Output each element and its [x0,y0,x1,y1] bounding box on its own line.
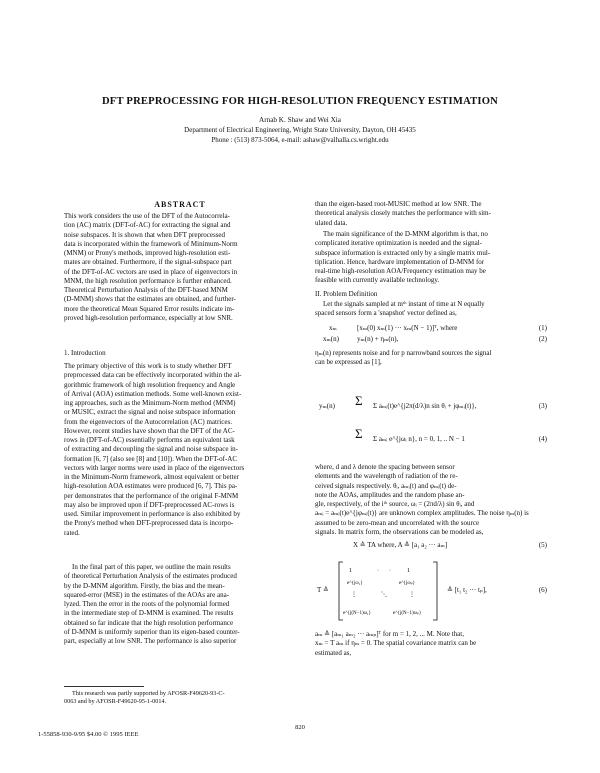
right-line: spaced sensors form a 'snapshot' vector defined as, [315,309,457,318]
right-line: aₘ ≙ [aₘ₁ aₘ₂ ··· aₘₚ]ᵀ for m = 1, 2, ... M. Note that, [315,630,464,638]
problem-heading: II. Problem Definition [315,290,378,298]
intro-line: high-resolution AOA estimates were produced [6, 7]. This pa- [64,482,238,491]
after-body [315,630,547,658]
right-line: than the eigen-based root-MUSIC method at low SNR. The [315,200,482,208]
abstract-line: proved high-resolution performance, especially at low SNR. [64,313,233,322]
equation-5 [315,541,547,555]
right-line: subspace information is extracted only by a single matrix mul- [315,248,491,257]
eq2-rhs: yₘ(n) + ηₘ(n), [357,335,399,343]
abstract-line: (D-MNM) shows that the estimates are obtained, and further- [64,295,236,304]
eq3-rhs: Σ aₘᵢ(t)e^{j2π(d/λ)n sin θᵢ + jφₘᵢ(t)}, [373,402,477,410]
intro-line: However, recent studies have shown that the DFT of the AC- [64,426,235,435]
intro2-line: obtained so far indicate that the high resolution performance [64,618,234,627]
eq1-rhs: [xₘ(0) xₘ(1) ··· xₘ(N − 1)]ᵀ, where [357,324,458,332]
svg-text:·: · [377,568,379,574]
intro-line: rated. [64,528,80,537]
sum-sign: Σ [355,426,363,441]
contact-line: Phone : (513) 873-5064, e-mail: ashaw@valhalla.cs.wright.edu [211,136,389,144]
right-line: can be expressed as [1], [315,358,382,367]
abstract-line: mates are obtained. Furthermore, if the signal-subspace part [64,258,232,267]
noise-body [315,349,547,368]
footnote-line: This research was partly supported by AFOSR-F49620-93-C- [72,690,225,697]
significance-body [315,230,547,286]
eq2-lhs: xₘ(n) [323,335,339,343]
right-line: tiplication. Hence, hardware implementation of D-MNM for [315,257,485,266]
author-line: Arnab K. Shaw and Wei Xia [259,116,341,124]
intro-line: of Arrival (AOA) estimation methods. Some well-known exist- [64,389,242,398]
abstract-line: This work considers the use of the DFT of the Autocorrela- [64,212,230,220]
abstract-line: MNM, the high resolution performance is further enhanced. [64,276,232,285]
intro-line: rows in (DFT-of-AC) essentially performs an equivalent task [64,436,235,444]
right-line: aₘᵢ = aₘᵢ(t)e^{jφₘᵢ(t)} are unknown complex amplitudes. The noise ηₘ(n) is [315,509,529,518]
svg-text:⋱: ⋱ [381,592,387,598]
issn-line: 1-55858-930-9/95 $4.00 © 1995 IEEE [38,731,139,738]
abstract-line: data is incorporated within the framework of Minimum-Norm [64,239,238,248]
eq4-number: (4) [538,435,547,443]
intro-line: preprocessed data can be effectively incorporated within the al- [64,371,242,380]
right-line: The main significance of the D-MNM algorithm is that, no [323,230,488,238]
intro-line: vectors with larger norms were used in place of the eigenvectors [64,463,245,472]
svg-text:1: 1 [407,568,410,574]
intro-line: may also be improved upon if DFT-preprocessed AC-rows is [64,500,235,509]
intro-line: ing approaches, such as the Minimum-Norm method (MNM) [64,399,236,407]
svg-text:e^{jωₚ}: e^{jωₚ} [399,581,416,586]
right-line: note the AOAs, amplitudes and the random phase an- [315,490,465,499]
abstract-line: (MNM) or Prony's methods, improved high-resolution esti- [64,249,231,257]
footnote-rule [64,686,144,687]
eq1-number: (1) [538,324,547,332]
eq2-number: (2) [538,335,547,343]
right-line: xₘ = T aₘ if ηₘ = 0. The spatial covariance matrix can be [315,639,477,648]
right-line: feasible with currently available technology. [315,276,440,285]
svg-text:⋮: ⋮ [351,592,357,598]
right-line: elements and the wavelength of radiation of the re- [315,472,458,481]
footnote-line: 0063 and by AFOSR-F49620-95-1-0014. [64,698,167,706]
eq3-number: (3) [538,402,547,410]
abstract-line: Theoretical Perturbation Analysis of the DFT-based MNM [64,286,228,294]
intro-heading: 1. Introduction [64,349,106,357]
eq1-lhs: xₘ [329,324,337,332]
abstract-heading: ABSTRACT [154,200,206,209]
intro2-line: squared-error (MSE) in the estimates of the AOAs are ana- [64,590,230,599]
intro-line: formation [6, 7] (also see [8] and [10]). When the DFT-of-AC [64,454,238,463]
right-line: ceived signals respectively. θᵢ, aₘᵢ(t) and φₘᵢ(t) de- [315,481,457,490]
eq6-number: (6) [538,586,547,594]
paper-title: DFT PREPROCESSING FOR HIGH-RESOLUTION FREQUENCY ESTIMATION [101,96,499,107]
intro2-line: of theoretical Perturbation Analysis of the estimates produced [64,572,237,581]
intro2-line: lyzed. Then the error in the roots of the polynomial formed [64,600,230,608]
intro-line: the Prony's method when DFT-preprocessed data is incorpo- [64,519,234,528]
equation-block-2 [315,374,547,460]
intro-line: per demonstrates that the performance of the original F-MNM [64,491,239,500]
right-line: signals. In matrix form, the observations can be modeled as, [315,527,484,536]
intro-body [64,362,296,538]
abstract-body [64,212,296,323]
right-top-body [315,200,547,228]
footnote [64,690,296,706]
sum-sign: Σ [355,393,363,408]
svg-text:1: 1 [349,568,352,574]
page-number: 820 [295,724,305,731]
right-line: complicated iterative optimization is needed and the signal- [315,239,482,248]
eq3-lhs: yₘ(n) [319,402,335,410]
svg-text:·: · [389,568,391,574]
right-line: estimated as, [315,648,352,657]
right-line: ηₘ(n) represents noise and for p narrowband sources the signal [315,349,492,357]
svg-text:e^{j(N−1)ω₁}: e^{j(N−1)ω₁} [343,611,372,616]
intro-body-2 [64,563,296,646]
intro2-line: by the D-MNM algorithm. Firstly, the bias and the mean- [64,581,225,590]
eq6-lhs: T ≙ [317,586,329,594]
eq6-rhs: ≙ [t₁ t₂ ··· tₚ], [447,586,487,594]
abstract-line: tion (AC) matrix (DFT-of-AC) for extracting the signal and [64,221,231,230]
intro-line: from the eigenvectors of the Autocorrelation (AC) matrices. [64,417,232,426]
abstract-line: more the theoretical Mean Squared Error results indicate im- [64,304,235,313]
intro2-line: of D-MNM is uniformly superior than its eigen-based counter- [64,627,240,636]
intro-line: of extracting and decoupling the signal and noise subspace in- [64,445,238,454]
right-line: ulated data. [315,218,348,227]
svg-text:e^{jω₁}: e^{jω₁} [347,581,363,586]
intro-line: gorithmic framework of high resolution frequency and Angle [64,380,236,389]
where-body [315,463,547,537]
right-line: assumed to be zero-mean and uncorrelated with the source [315,518,480,527]
intro2-line: in the intermediate step of D-MNM is examined. The results [64,609,234,618]
eq5-number: (5) [538,541,547,549]
right-line: where, d and λ denote the spacing between sensor [315,463,455,471]
problem-body [315,300,547,319]
abstract-line: of the DFT-of-AC vectors are used in place of eigenvectors in [64,267,238,276]
right-line: gle, respectively, of the iᵗʰ source, ωᵢ = (2πd/λ) sin θᵢ, and [315,500,475,508]
intro-line: The primary objective of this work is to study whether DFT [64,362,232,370]
intro2-line: part, especially at low SNR. The performance is also superior [64,637,237,645]
eq4-rhs: Σ aₘᵢ e^{jωᵢ n}, n = 0, 1, .. N − 1 [373,435,465,443]
right-line: Let the signals sampled at mᵗʰ instant of time at N equally [323,300,485,308]
intro-line: in the Minimum-Norm framework, almost equivalent or better [64,473,239,481]
matrix-T [337,560,439,622]
intro-line: used. Similar improvement in performance is also exhibited by [64,510,241,518]
svg-text:⋮: ⋮ [409,592,415,598]
equation-6 [315,560,547,626]
right-line: real-time high-resolution AOA/Frequency estimation may be [315,267,486,275]
right-line: theoretical analysis closely matches the performance with sim- [315,209,491,218]
intro-line: or MUSIC, extract the signal and noise subspace information [64,408,236,417]
eq5-expr: X ≙ TA where, A ≙ [a₁ a₂ ··· aₘ] [353,541,448,549]
svg-text:e^{j(N−1)ωₚ}: e^{j(N−1)ωₚ} [393,611,422,616]
abstract-line: noise subspaces. It is shown that when DFT preprocessed [64,230,226,239]
intro2-line: In the final part of this paper, we outline the main results [72,563,231,571]
affiliation: Department of Electrical Engineering, Wright State University, Dayton, OH 45435 [184,126,416,134]
